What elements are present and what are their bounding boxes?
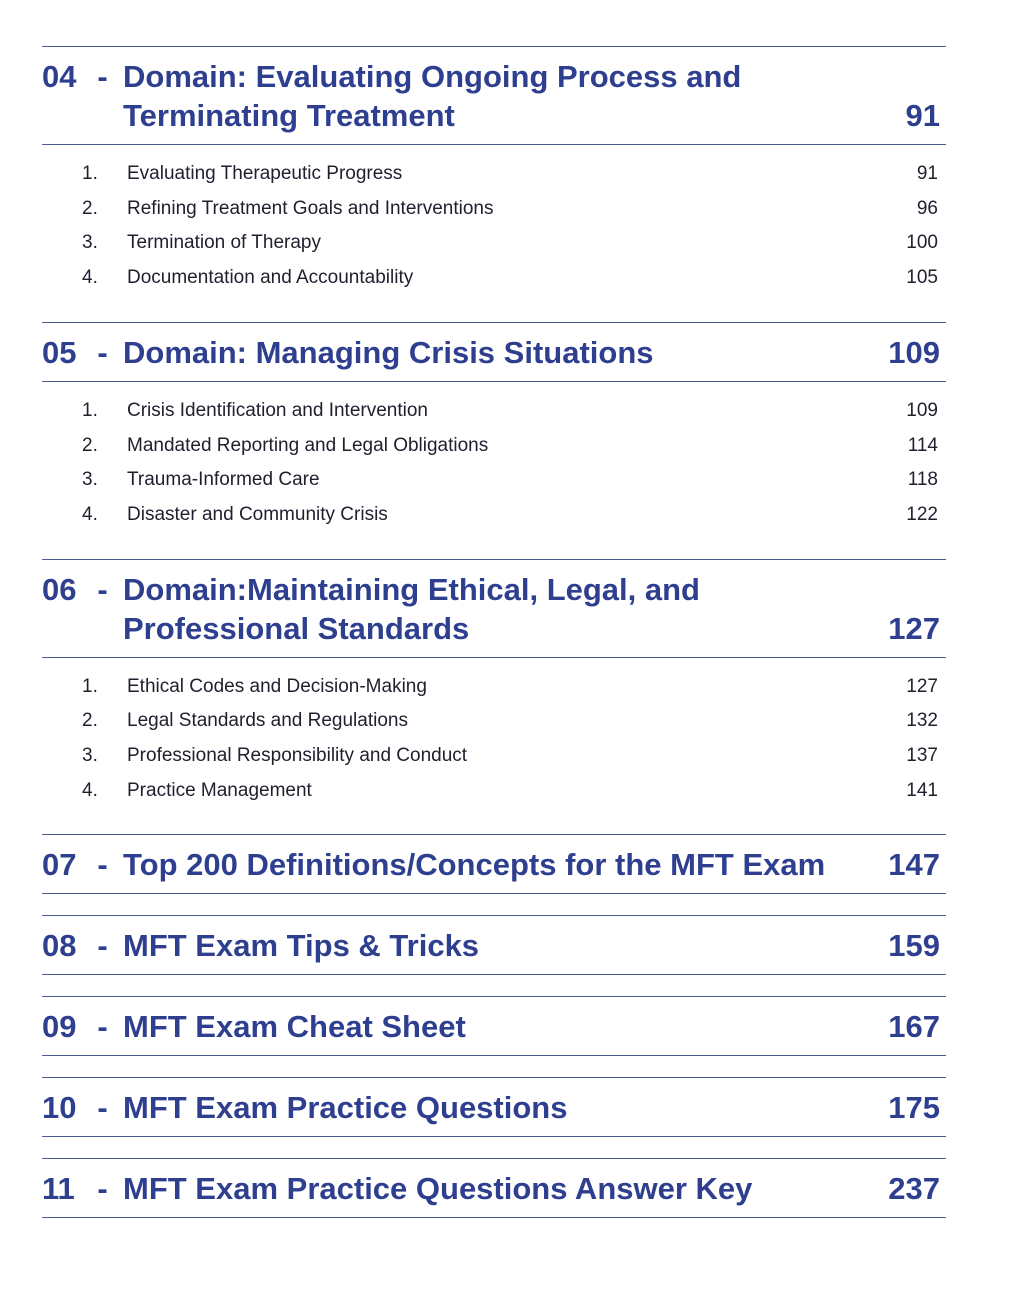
chapter-separator: -: [97, 334, 108, 370]
chapter-page-number: 109: [888, 334, 940, 370]
entry-page-number: 118: [907, 469, 938, 491]
chapter-title: MFT Exam Practice Questions Answer Key: [123, 1171, 753, 1207]
chapter-number: 09: [42, 1009, 77, 1045]
chapter-page-number: 159: [888, 928, 940, 964]
chapter-heading[interactable]: [42, 835, 946, 894]
entry-title: Ethical Codes and Decision-Making: [127, 675, 427, 697]
toc-entry[interactable]: [42, 704, 946, 739]
chapter-separator: -: [97, 847, 108, 883]
entry-title: Practice Management: [127, 779, 312, 801]
toc-entry-list: [42, 145, 946, 322]
toc-section-09: [42, 996, 946, 1056]
chapter-separator: -: [97, 1009, 108, 1045]
entry-number: 1.: [82, 163, 98, 184]
chapter-number: 11: [42, 1171, 75, 1207]
toc-section-04: [42, 46, 946, 322]
chapter-title: Domain: Evaluating Ongoing Process and Terminating Treatment: [123, 59, 742, 133]
entry-number: 1.: [82, 675, 98, 697]
entry-page-number: 109: [906, 399, 938, 421]
entry-title: Termination of Therapy: [127, 232, 321, 254]
entry-page-number: 91: [916, 163, 938, 184]
toc-entry[interactable]: [42, 498, 946, 533]
toc-section-06: [42, 559, 946, 835]
chapter-title: MFT Exam Tips & Tricks: [123, 928, 480, 964]
chapter-separator: -: [97, 59, 108, 94]
toc-entry[interactable]: [42, 394, 946, 429]
toc-entry[interactable]: [42, 463, 946, 498]
toc-section-08: [42, 915, 946, 975]
chapter-number: 05: [42, 334, 77, 370]
entry-number: 4.: [82, 267, 98, 289]
chapter-separator: -: [97, 1090, 108, 1126]
chapter-heading[interactable]: [42, 323, 946, 382]
entry-page-number: 100: [906, 232, 938, 254]
toc-entry[interactable]: [42, 192, 946, 227]
chapter-heading[interactable]: [42, 997, 946, 1056]
entry-title: Professional Responsibility and Conduct: [127, 745, 468, 767]
chapter-title: MFT Exam Cheat Sheet: [123, 1009, 466, 1045]
toc-section-07: [42, 834, 946, 894]
chapter-number: 04: [42, 59, 77, 94]
entry-page-number: 114: [907, 434, 938, 456]
entry-number: 1.: [82, 399, 98, 421]
entry-page-number: 96: [916, 197, 938, 219]
toc-section-11: [42, 1158, 946, 1218]
chapter-page-number: 127: [888, 610, 940, 646]
entry-number: 4.: [82, 779, 98, 801]
entry-number: 2.: [82, 197, 98, 219]
chapter-heading[interactable]: [42, 1159, 946, 1218]
entry-page-number: 132: [906, 710, 938, 732]
chapter-heading[interactable]: [42, 47, 946, 145]
entry-title: Trauma-Informed Care: [127, 469, 320, 491]
toc-entry[interactable]: [42, 739, 946, 774]
entry-number: 3.: [82, 745, 98, 767]
toc-entry[interactable]: [42, 261, 946, 296]
toc-section-10: [42, 1077, 946, 1137]
entry-number: 3.: [82, 232, 98, 254]
toc-entry-list: [42, 658, 946, 835]
chapter-heading[interactable]: [42, 1078, 946, 1137]
toc-entry[interactable]: [42, 429, 946, 464]
chapter-number: 08: [42, 928, 77, 964]
entry-page-number: 127: [906, 675, 938, 697]
chapter-page-number: 91: [905, 98, 940, 133]
chapter-title: MFT Exam Practice Questions: [123, 1090, 568, 1126]
toc-entry-list: [42, 382, 946, 559]
chapter-heading[interactable]: [42, 916, 946, 975]
entry-page-number: 141: [906, 779, 938, 801]
entry-number: 2.: [82, 434, 98, 456]
chapter-number: 10: [42, 1090, 77, 1126]
entry-title: Legal Standards and Regulations: [127, 710, 408, 732]
chapter-page-number: 167: [888, 1009, 940, 1045]
chapter-page-number: 147: [888, 847, 940, 883]
chapter-title: Domain:Maintaining Ethical, Legal, and Professional Standards: [123, 571, 700, 646]
entry-number: 2.: [82, 710, 98, 732]
entry-page-number: 105: [906, 267, 938, 289]
chapter-number: 07: [42, 847, 77, 883]
entry-title: Evaluating Therapeutic Progress: [127, 163, 403, 184]
chapter-page-number: 175: [888, 1090, 940, 1126]
toc-section-05: [42, 322, 946, 559]
entry-title: Crisis Identification and Intervention: [127, 399, 428, 421]
toc-entry[interactable]: [42, 157, 946, 192]
chapter-title: Top 200 Definitions/Concepts for the MFT Exam: [123, 847, 826, 883]
chapter-heading[interactable]: [42, 560, 946, 658]
entry-title: Documentation and Accountability: [127, 267, 414, 289]
chapter-separator: -: [97, 571, 108, 607]
toc-entry[interactable]: [42, 774, 946, 809]
entry-title: Disaster and Community Crisis: [127, 503, 388, 525]
chapter-number: 06: [42, 571, 77, 607]
entry-page-number: 137: [906, 745, 938, 767]
toc-entry[interactable]: [42, 670, 946, 705]
entry-title: Refining Treatment Goals and Interventions: [127, 197, 494, 219]
chapter-title: Domain: Managing Crisis Situations: [123, 334, 654, 370]
toc-entry[interactable]: [42, 226, 946, 261]
entry-number: 4.: [82, 503, 98, 525]
chapter-page-number: 237: [888, 1171, 940, 1207]
entry-number: 3.: [82, 469, 98, 491]
entry-title: Mandated Reporting and Legal Obligations: [127, 434, 489, 456]
chapter-separator: -: [97, 1171, 108, 1207]
entry-page-number: 122: [906, 503, 938, 525]
table-of-contents: [42, 46, 946, 1239]
chapter-separator: -: [97, 928, 108, 964]
